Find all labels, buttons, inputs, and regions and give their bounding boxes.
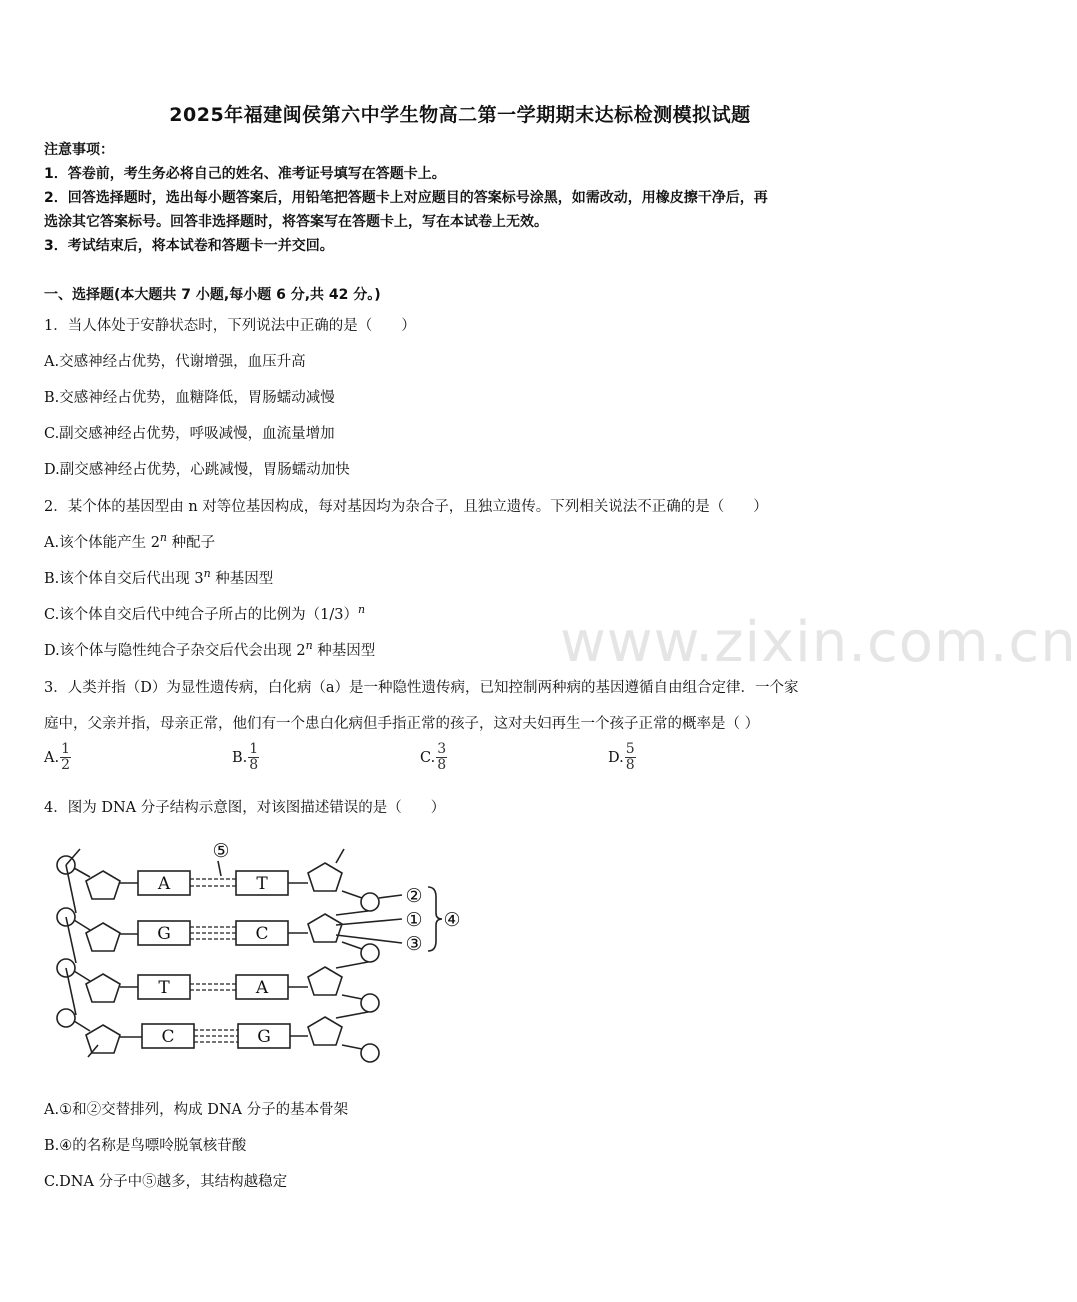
- phosphate-circle: [361, 893, 379, 911]
- notice-item-1: 1．答卷前，考生务必将自己的姓名、准考证号填写在答题卡上。: [44, 166, 446, 182]
- right-backbone-bond: [336, 1012, 368, 1018]
- leader-line-1: [336, 919, 402, 925]
- base-letter-right: G: [257, 1027, 271, 1047]
- q3-option-b-label: B.: [232, 749, 248, 766]
- q3-option-a-fraction: [60, 742, 71, 773]
- q2-d-text-end: 种基因型: [312, 643, 376, 659]
- deoxyribose-pentagon: [308, 1017, 342, 1045]
- base-letter-right: T: [256, 874, 268, 894]
- leader-line-3: [336, 935, 402, 943]
- q2-c-text: C.该个体自交后代中纯合子所占的比例为（1/3）: [44, 607, 359, 623]
- marker-4: ④: [443, 909, 461, 931]
- q3-b-denominator: 8: [249, 757, 259, 773]
- q2-b-exponent: n: [203, 567, 211, 581]
- phosphate-circle: [361, 1044, 379, 1062]
- q2-a-text: A.该个体能产生 2: [44, 535, 160, 551]
- q3-d-numerator: 5: [625, 741, 635, 757]
- q3-c-numerator: 3: [437, 741, 447, 757]
- notice-item-2a: 2．回答选择题时，选出每小题答案后，用铅笔把答题卡上对应题目的答案标号涂黑，如需改动，用橡皮擦干净后，再: [44, 190, 768, 206]
- q3-option-b-fraction: [248, 742, 259, 773]
- q2-option-d: [44, 639, 375, 660]
- base-letter-left: C: [161, 1027, 175, 1047]
- q3-option-d-fraction: [625, 742, 636, 773]
- q3-option-d-label: D.: [608, 749, 624, 766]
- marker-3: ③: [405, 933, 423, 955]
- q3-option-c: [420, 742, 447, 773]
- deoxyribose-pentagon: [308, 863, 342, 891]
- q1-option-b: B.交感神经占优势，血糖降低，胃肠蠕动减慢: [44, 390, 335, 406]
- brace-4: [428, 887, 442, 951]
- q3-b-numerator: 1: [249, 741, 259, 757]
- deoxyribose-pentagon: [86, 923, 120, 951]
- q2-b-text-end: 种基因型: [210, 571, 274, 587]
- q2-d-exponent: n: [305, 639, 313, 653]
- q3-stem-line-2: 庭中，父亲并指，母亲正常，他们有一个患白化病但手指正常的孩子，这对夫妇再生一个孩子正常的概率是（ ）: [44, 716, 760, 732]
- q4-stem: 4．图为 DNA 分子结构示意图，对该图描述错误的是（ ）: [44, 800, 446, 816]
- phosphate-bond: [342, 1045, 362, 1049]
- marker-2: ②: [405, 885, 423, 907]
- q1-option-a: A.交感神经占优势，代谢增强，血压升高: [44, 354, 306, 370]
- q1-option-c: C.副交感神经占优势，呼吸减慢，血流量增加: [44, 426, 335, 442]
- marker-1: ①: [405, 909, 423, 931]
- phosphate-bond: [74, 868, 90, 877]
- leader-line-2: [379, 895, 402, 898]
- q2-option-c: [44, 603, 365, 624]
- phosphate-bond: [74, 1021, 90, 1031]
- base-letter-right: C: [255, 924, 269, 944]
- q3-option-c-fraction: [436, 742, 447, 773]
- phosphate-circle: [361, 994, 379, 1012]
- q3-d-denominator: 8: [625, 757, 635, 773]
- q4-option-b: B.④的名称是鸟嘌呤脱氧核苷酸: [44, 1138, 247, 1154]
- q3-option-c-label: C.: [420, 749, 436, 766]
- dna-structure-diagram: [40, 835, 480, 1070]
- q3-option-b: [232, 742, 259, 773]
- phosphate-circle: [361, 944, 379, 962]
- q2-a-text-end: 种配子: [167, 535, 216, 551]
- q3-a-numerator: 1: [61, 741, 71, 757]
- q2-d-text: D.该个体与隐性纯合子杂交后代会出现 2: [44, 643, 306, 659]
- section-heading: 一、选择题(本大题共 7 小题,每小题 6 分,共 42 分。): [44, 287, 381, 303]
- q3-option-a: [44, 742, 71, 773]
- phosphate-circle: [57, 1009, 75, 1027]
- right-backbone-bond: [336, 911, 368, 915]
- q2-b-text: B.该个体自交后代出现 3: [44, 571, 204, 587]
- leader-line-5: [218, 861, 221, 876]
- q1-stem: 1．当人体处于安静状态时，下列说法中正确的是（ ）: [44, 318, 416, 334]
- q3-stem-line-1: 3．人类并指（D）为显性遗传病，白化病（a）是一种隐性遗传病，已知控制两种病的基因遵循自由组合定律．一个家: [44, 680, 799, 696]
- q2-c-exponent: n: [358, 603, 366, 617]
- q4-option-a: A.①和②交替排列，构成 DNA 分子的基本骨架: [44, 1102, 349, 1118]
- phosphate-bond: [74, 971, 90, 981]
- deoxyribose-pentagon: [86, 1025, 120, 1053]
- base-letter-left: A: [157, 874, 171, 894]
- q3-option-a-label: A.: [44, 749, 60, 766]
- q3-option-d: [608, 742, 636, 773]
- watermark: www.zixin.com.cn: [560, 610, 1077, 675]
- notice-item-3: 3．考试结束后，将本试卷和答题卡一并交回。: [44, 238, 334, 254]
- marker-5: ⑤: [212, 840, 230, 862]
- phosphate-bond: [342, 995, 362, 999]
- base-letter-right: A: [255, 978, 269, 998]
- q3-a-denominator: 2: [61, 757, 71, 773]
- base-letter-left: T: [158, 978, 170, 998]
- phosphate-bond: [342, 942, 362, 949]
- phosphate-bond: [342, 891, 362, 898]
- deoxyribose-pentagon: [86, 974, 120, 1002]
- q2-stem: 2．某个体的基因型由 n 对等位基因构成，每对基因均为杂合子，且独立遗传。下列相关说法不正确的是（ ）: [44, 499, 768, 515]
- phosphate-bond: [74, 920, 90, 930]
- base-letter-left: G: [157, 924, 171, 944]
- q2-a-exponent: n: [159, 531, 168, 545]
- q1-option-d: D.副交感神经占优势，心跳减慢，胃肠蠕动加快: [44, 462, 350, 478]
- notice-item-2b: 选涂其它答案标号。回答非选择题时，将答案写在答题卡上，写在本试卷上无效。: [44, 214, 548, 230]
- q3-c-denominator: 8: [437, 757, 447, 773]
- q2-option-b: [44, 567, 273, 588]
- deoxyribose-pentagon: [308, 914, 342, 942]
- q2-option-a: [44, 531, 215, 552]
- deoxyribose-pentagon: [86, 871, 120, 899]
- deoxyribose-pentagon: [308, 967, 342, 995]
- exam-title: 2025年福建闽侯第六中学生物高二第一学期期末达标检测模拟试题: [169, 104, 751, 126]
- q4-option-c: C.DNA 分子中⑤越多，其结构越稳定: [44, 1174, 288, 1190]
- right-backbone-bond: [336, 962, 368, 968]
- notice-heading: 注意事项：: [44, 142, 114, 158]
- right-backbone-end: [336, 849, 344, 863]
